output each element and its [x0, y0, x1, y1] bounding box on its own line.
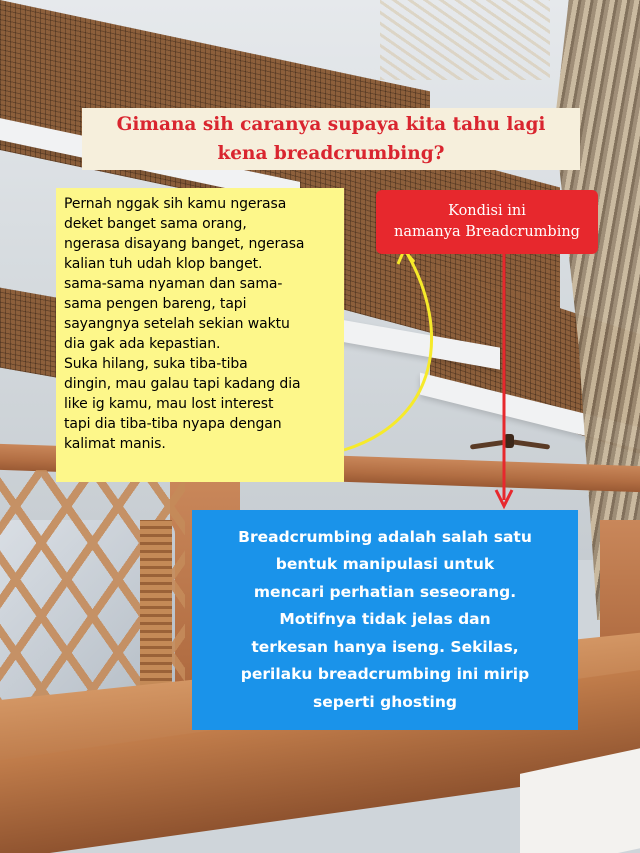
condition-line-2: namanya Breadcrumbing: [394, 224, 580, 240]
condition-label: [376, 190, 598, 254]
title-line-2: kena breadcrumbing?: [217, 143, 445, 164]
title-line-1: Gimana sih caranya supaya kita tahu lagi: [116, 114, 546, 135]
title-text: [117, 110, 546, 168]
title-banner: [82, 108, 580, 170]
story-text: Pernah nggak sih kamu ngerasa deket banget sama orang, ngerasa disayang banget, ngerasa kalian tuh udah klop banget. sama-sama nyaman dan sama- sama pengen bareng, tapi sayangnya setelah sekian waktu dia gak ada kepastian. Suka hilang, suka tiba-tiba dingin, mau galau tapi kadang dia like ig kamu, mau lost interest tapi dia tiba-tiba nyapa dengan kalimat manis.: [64, 196, 305, 452]
yellow-arrow: [344, 255, 432, 450]
story-box: [56, 188, 344, 482]
condition-line-1: Kondisi ini: [448, 203, 526, 219]
definition-text: Breadcrumbing adalah salah satu bentuk manipulasi untuk mencari perhatian seseorang. Motifnya tidak jelas dan terkesan hanya iseng. Sekilas, perilaku breadcrumbing ini mirip seperti ghosting: [238, 527, 532, 711]
definition-box: [192, 510, 578, 730]
